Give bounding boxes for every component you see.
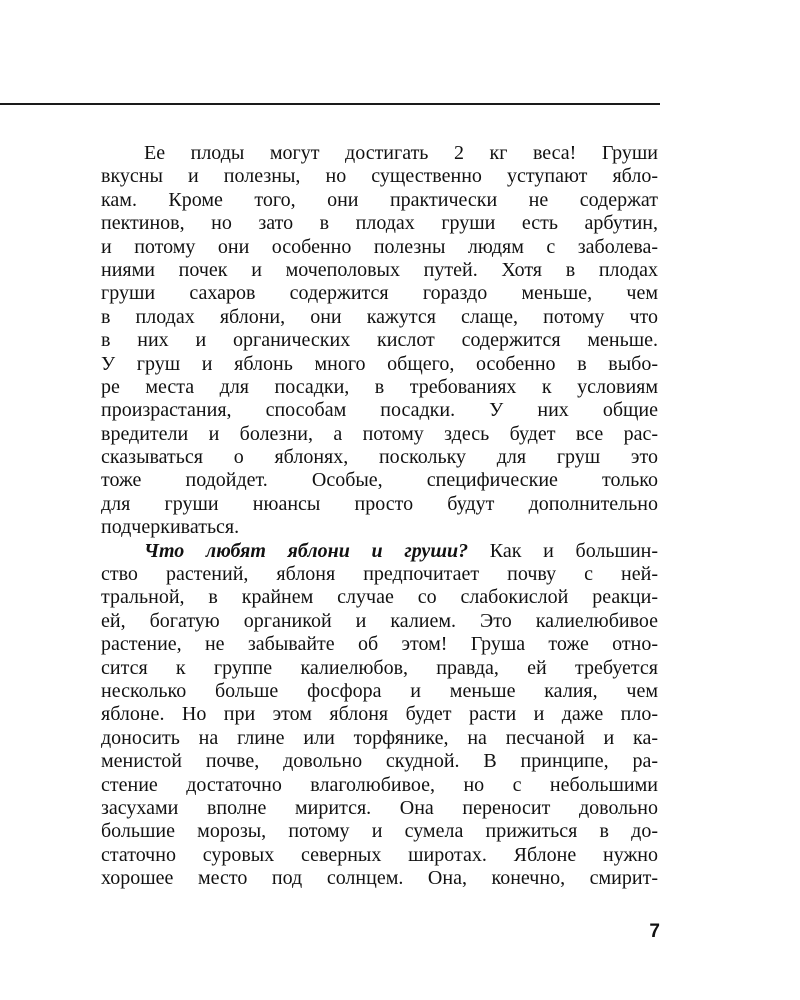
text-line: ство растений, яблоня предпочитает почву с ней- [101,563,658,586]
text-line: вкусны и полезны, но существенно уступают ябло- [101,165,658,188]
section-heading: Что любят яблони и груши? [144,539,469,562]
text-line: сказываться о яблонях, поскольку для груш это [101,446,658,469]
text-line: ей, богатую органикой и калием. Это калиелюбивое [101,609,658,632]
text-line: яблоне. Но при этом яблоня будет расти и даже пло- [101,703,658,726]
text-line: ниями почек и мочеполовых путей. Хотя в плодах [101,258,658,281]
text-line: стение достаточно влаголюбивое, но с небольшими [101,773,658,796]
header-rule [0,103,660,105]
text-line: ре места для посадки, в требованиях к условиям [101,375,658,398]
text-line: несколько больше фосфора и меньше калия, чем [101,679,658,702]
text-line: в них и органических кислот содержится меньше. [101,329,658,352]
text-line: доносить на глине или торфянике, на песчаной и ка- [101,726,658,749]
text-line: груши сахаров содержится гораздо меньше, чем [101,282,658,305]
text-line: статочно суровых северных широтах. Яблоне нужно [101,843,658,866]
text-line: менистой почве, довольно скудной. В принципе, ра- [101,750,658,773]
text-line: подчеркиваться. [101,516,240,539]
section-first-line [101,540,658,563]
section-first-line-rest: Как и большин- [489,539,659,562]
text-line: вредители и болезни, а потому здесь будет все рас- [101,422,658,445]
text-line: тоже подойдет. Особые, специфические только [101,469,658,492]
text-line: и потому они особенно полезны людям с заболева- [101,235,658,258]
text-line: пектинов, но зато в плодах груши есть арбутин, [101,212,658,235]
page-number: 7 [649,921,660,942]
text-line: в плодах яблони, они кажутся слаще, потому что [101,305,658,328]
text-line: большие морозы, потому и сумела прижиться в до- [101,820,658,843]
body-text [101,142,658,891]
text-line: хорошее место под солнцем. Она, конечно, смирит- [101,867,658,890]
text-line: сится к группе калиелюбов, правда, ей требуется [101,656,658,679]
text-line: Ее плоды могут достигать 2 кг веса! Груши [144,142,658,164]
text-line: для груши нюансы просто будут дополнительно [101,492,658,515]
text-line: засухами вполне мирится. Она переносит довольно [101,796,658,819]
text-line: произрастания, способам посадки. У них общие [101,399,658,422]
text-line: кам. Кроме того, они практически не содержат [101,188,658,211]
text-line: У груш и яблонь много общего, особенно в выбо- [101,352,658,375]
text-line: тральной, в крайнем случае со слабокислой реакци- [101,586,658,609]
text-line: растение, не забывайте об этом! Груша тоже отно- [101,633,658,656]
